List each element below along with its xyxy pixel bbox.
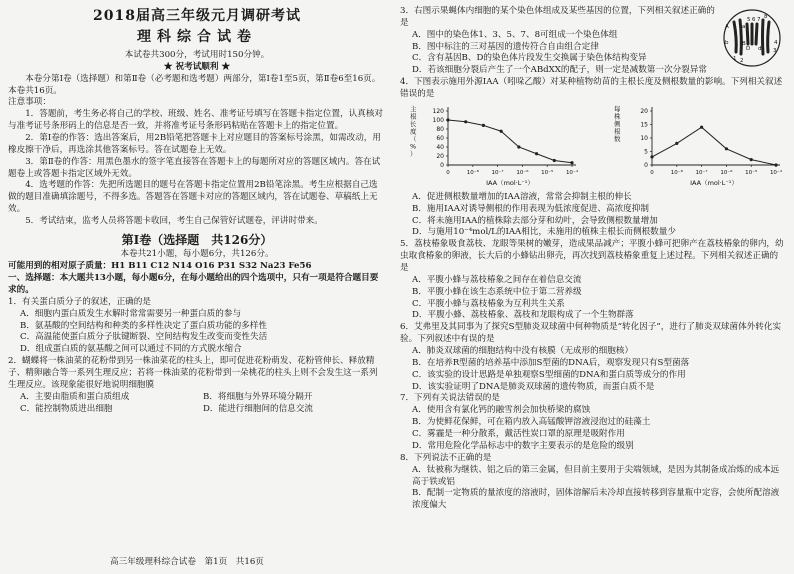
x-axis-label: IAA（mol·L⁻¹） xyxy=(486,178,534,187)
x-tick-label: 10⁻⁷ xyxy=(695,169,708,176)
question-1-option: C．高温能使蛋白质分子肽键断裂、空间结构发生改变而变性失活 xyxy=(20,332,268,343)
x-tick-label: 0 xyxy=(446,169,450,176)
question-4-stem: 4．下图表示施用外源IAA（吲哚乙酸）对某种植物幼苗的主根长度及侧根数量的影响。下列相关叙述错误的是 xyxy=(400,77,783,100)
y-tick-label: 0 xyxy=(440,161,444,169)
chromosome-1 xyxy=(734,22,736,52)
chromosome-7 xyxy=(768,22,769,52)
part-intro: 一、选择题：本大题共13小题，每小题6分，在每小题给出的四个选项中，只有一项是符合题目要求的。 xyxy=(8,273,379,296)
question-2-option: D．能进行细胞间的信息交流 xyxy=(203,403,314,414)
notes-title: 注意事项： xyxy=(8,97,51,108)
y-tick-label: 20 xyxy=(436,152,444,160)
x-tick-label: 10⁻⁵ xyxy=(745,169,758,176)
question-7-option: D．常用危险化学品标志中的数字主要表示的是危险的级别 xyxy=(412,440,634,451)
x-tick-label: 10⁻⁸ xyxy=(670,169,683,176)
y-tick-label: 100 xyxy=(432,116,444,124)
question-4-figures xyxy=(404,103,786,191)
question-5-option: D．平腹小蜂、荔枝椿象、荔枝和龙眼构成了一个生物群落 xyxy=(412,310,634,321)
y-tick-label: 80 xyxy=(436,125,444,133)
exam-subtitle: 理科综合试卷 xyxy=(137,29,257,45)
atomic-mass-line: 可能用到的相对原子质量：H1 B11 C12 N14 O16 P31 S32 Na23 Fe56 xyxy=(8,261,312,272)
series-line xyxy=(652,127,776,165)
wish-line: ★ 祝考试顺利 ★ xyxy=(163,61,231,72)
question-3-option: B．图中标注的三对基因的遗传符合自由组合定律 xyxy=(412,41,599,52)
data-point xyxy=(482,124,485,127)
question-4-option: D．与施用10⁻⁴mol/L的IAA相比，未施用的植株主根长而侧根数量少 xyxy=(412,227,676,238)
question-4-option: B．施用IAA对诱导侧根的作用表现为低浓度促进、高浓度抑制 xyxy=(412,203,649,214)
question-8-option: B．配制一定物质的量浓度的溶液时，固体溶解后未冷却直接转移到容量瓶中定容，会使所配溶液浓度偏大 xyxy=(412,488,780,511)
chromosome-number: 5 xyxy=(747,17,751,23)
data-point xyxy=(675,142,678,145)
section-info: 本卷共21小题，每小题6分，共126分。 xyxy=(120,249,274,260)
question-1-option: A．细胞内蛋白质发生水解时常常需要另一种蛋白质的参与 xyxy=(20,308,242,319)
question-1-option: B．氨基酸的空间结构和种类的多样性决定了蛋白质功能的多样性 xyxy=(20,320,267,331)
y-axis-label: 主根长度（%） xyxy=(410,104,417,158)
chromosome-number: 6 xyxy=(752,17,756,23)
x-tick-label: 10⁻⁷ xyxy=(491,169,504,176)
question-1-option: D．组成蛋白质的氨基酸之间可以通过不同的方式脱水缩合 xyxy=(20,344,242,355)
question-7-option: A．使用含有氯化钙的融雪剂会加快桥梁的腐蚀 xyxy=(412,405,591,416)
x-tick-label: 10⁻⁵ xyxy=(541,169,554,176)
x-tick-label: 0 xyxy=(650,169,654,176)
note-item: 1．答题前，考生务必将自己的学校、班级、姓名、准考证号填写在答题卡指定位置，认真核对与准考证号条形码上的信息是否一致，并将准考证号条形码粘贴在答题卡上的指定位置。 xyxy=(8,109,384,132)
question-7-option: C．雾霾是一种分散系，戴活性炭口罩的原理是吸附作用 xyxy=(412,429,625,440)
chromosome-3 xyxy=(747,24,748,44)
y-tick-label: 0 xyxy=(644,161,648,169)
x-tick-label: 10⁻⁶ xyxy=(516,169,529,176)
question-4-option: A．促进侧根数量增加的IAA溶液，常常会抑制主根的伸长 xyxy=(412,191,632,202)
question-7-option: B．为使鲜花保鲜，可在箱内放入高锰酸钾溶液浸泡过的硅藻土 xyxy=(412,417,651,428)
question-2-option: B．将细胞与外界环境分隔开 xyxy=(203,391,313,402)
data-point xyxy=(750,158,753,161)
chromosome-5 xyxy=(756,24,757,44)
question-6-option: D．该实验证明了DNA是肺炎双球菌的遗传物质，而蛋白质不是 xyxy=(412,381,655,392)
note-item: 2．第Ⅰ卷的作答：选出答案后，用2B铅笔把答题卡上对应题目的答案标号涂黑，如需改动，用橡皮擦干净后，再选涂其他答案标号。答在试题卷上无效。 xyxy=(8,133,381,155)
question-5-option: A．平腹小蜂与荔枝椿象之间存在着信息交流 xyxy=(412,274,582,285)
question-2-option: A．主要由脂质和蛋白质组成 xyxy=(20,391,130,402)
question-5-option: B．平腹小蜂在该生态系统中位于第二营养级 xyxy=(412,286,582,297)
question-2-stem: 2．蝴蝶将一株油菜的花粉带到另一株油菜花的柱头上，即可促进花粉萌发、花粉管伸长、释放精子、精卵融合等一系列生理反应；若将一株油菜的花粉带到一朵桃花的柱头上则不会发生这一系列生理反应。该现象能很好地说明细胞膜 xyxy=(8,356,378,390)
question-6-option: A．肺炎双球菌的细胞结构中没有核膜（无成形的细胞核） xyxy=(412,346,634,357)
page-footer: 高三年级理科综合试卷 第1页 共16页 xyxy=(110,557,264,567)
gene-label: b xyxy=(725,40,729,46)
data-point xyxy=(570,161,573,164)
data-point xyxy=(446,118,449,121)
data-point xyxy=(553,159,556,162)
data-point xyxy=(517,145,520,148)
chromosome-number: 3 xyxy=(773,48,777,54)
y-axis-label: 每株侧根数 xyxy=(614,104,621,143)
gene-label: D xyxy=(746,46,751,52)
x-axis-label: IAA（mol·L⁻¹） xyxy=(690,178,738,187)
chromosome-number: 1 xyxy=(733,56,737,62)
left-column xyxy=(8,6,386,415)
chromosome-number: 4 xyxy=(774,40,778,46)
note-item: 4．选考题的作答：先把所选题目的题号在答题卡指定位置用2B铅笔涂黑。考生应根据自己选做的题目准确填涂题号，不得多选。答题答在答题卡对应的答题区域内，答在试题卷、草稿纸上无效。 xyxy=(8,180,378,215)
x-tick-label: 10⁻⁸ xyxy=(466,169,479,176)
question-8-option: A．钛被称为继铁、铝之后的第三金属，但目前主要用于尖端领域，是因为其制备成冶炼的成本远高于铁或铝 xyxy=(412,464,780,487)
lateral-root-count-chart xyxy=(608,103,786,189)
question-3-stem: 3．右图示果蝇体内细胞的某个染色体组成及某些基因的位置，下列相关叙述正确的是 xyxy=(400,6,715,28)
y-tick-label: 10 xyxy=(640,134,648,142)
question-6-option: C．该实验的设计思路是单独观察S型细菌的DNA和蛋白质等成分的作用 xyxy=(412,369,686,380)
question-2-options-row xyxy=(20,404,386,416)
gene-label: B xyxy=(742,41,746,47)
y-tick-label: 40 xyxy=(436,143,444,151)
gene-label: A xyxy=(725,24,729,30)
question-5-option: C．平腹小蜂与荔枝椿象为互利共生关系 xyxy=(412,298,565,309)
data-point xyxy=(725,147,728,150)
data-point xyxy=(500,130,503,133)
chromosome-number: 7 xyxy=(757,17,761,23)
exam-title: 2018届高三年级元月调研考试 xyxy=(93,8,301,24)
chromosome-6 xyxy=(763,20,764,54)
data-point xyxy=(700,125,703,128)
question-2-option: C．能控制物质进出细胞 xyxy=(20,403,113,414)
question-3-option: D．若该细胞分裂后产生了一个ABdXX的配子，则一定是减数第一次分裂异常 xyxy=(412,65,707,76)
data-point xyxy=(774,163,777,166)
data-point xyxy=(535,152,538,155)
gene-label: a xyxy=(742,24,746,30)
y-tick-label: 5 xyxy=(644,148,648,156)
exam-info: 本试卷共300分，考试用时150分钟。 xyxy=(124,50,270,60)
question-4-option: C．将未施用IAA的植株除去部分芽和幼叶，会导致侧根数量增加 xyxy=(412,215,658,226)
series-line xyxy=(448,120,572,163)
question-6-option: B．在培养R型菌的培养基中添加S型菌的DNA后，观察发现只有S型菌落 xyxy=(412,357,690,368)
question-1-stem: 1．有关蛋白质分子的叙述，正确的是 xyxy=(8,296,151,307)
chromosome-number: 2 xyxy=(740,58,744,64)
chromosome-number: 8 xyxy=(764,14,768,20)
y-tick-label: 120 xyxy=(432,107,444,115)
data-point xyxy=(464,120,467,123)
question-6-stem: 6．艾弗里及其同事为了探究S型肺炎双球菌中何种物质是“转化因子”，进行了肺炎双球菌体外转化实验。下列叙述中有误的是 xyxy=(400,322,782,345)
section-title: 第Ⅰ卷（选择题 共126分） xyxy=(121,232,273,247)
x-tick-label: 10⁻⁶ xyxy=(720,169,733,176)
x-tick-label: 10⁻⁴ xyxy=(769,169,783,176)
y-tick-label: 15 xyxy=(640,121,648,129)
y-tick-label: 60 xyxy=(436,134,444,142)
data-point xyxy=(650,155,653,158)
question-7-stem: 7．下列有关说法错误的是 xyxy=(400,393,500,404)
question-8-stem: 8．下列说法不正确的是 xyxy=(400,452,492,463)
note-item: 5．考试结束，监考人员将答题卡收回，考生自己保管好试题卷，评讲时带来。 xyxy=(25,216,323,227)
question-2-options-row xyxy=(20,392,386,404)
right-column xyxy=(400,6,786,512)
gene-label: d xyxy=(758,46,762,52)
question-5-stem: 5．荔枝椿象吸食荔枝、龙眼等果树的嫩芽，造成果品减产；平腹小蜂可把卵产在荔枝椿象的卵内，幼虫取食椿象的卵液，长大后的小蜂钻出卵壳，再次找到荔枝椿象重复上述过程。下列相关叙述正确的是 xyxy=(400,239,784,274)
question-3-option: C．含有基因B、D的染色体片段发生交换属于染色体结构变异 xyxy=(412,53,647,64)
y-tick-label: 20 xyxy=(640,107,648,115)
chromosome-diagram xyxy=(722,8,782,68)
note-item: 3．第Ⅱ卷的作答：用黑色墨水的签字笔直接答在答题卡上的每题所对应的答题区域内。答在试题卷上或答题卡指定区域外无效。 xyxy=(8,156,381,179)
question-3-option: A．图中的染色体1、3、5、7、8可组成一个染色体组 xyxy=(412,29,618,40)
main-root-length-chart xyxy=(404,103,582,189)
x-tick-label: 10⁻⁴ xyxy=(565,169,579,176)
intro-text: 本卷分第Ⅰ卷（选择题）和第Ⅱ卷（必考题和选考题）两部分，第Ⅰ卷1至5页，第Ⅱ卷6至16页。本卷共16页。 xyxy=(8,73,381,96)
